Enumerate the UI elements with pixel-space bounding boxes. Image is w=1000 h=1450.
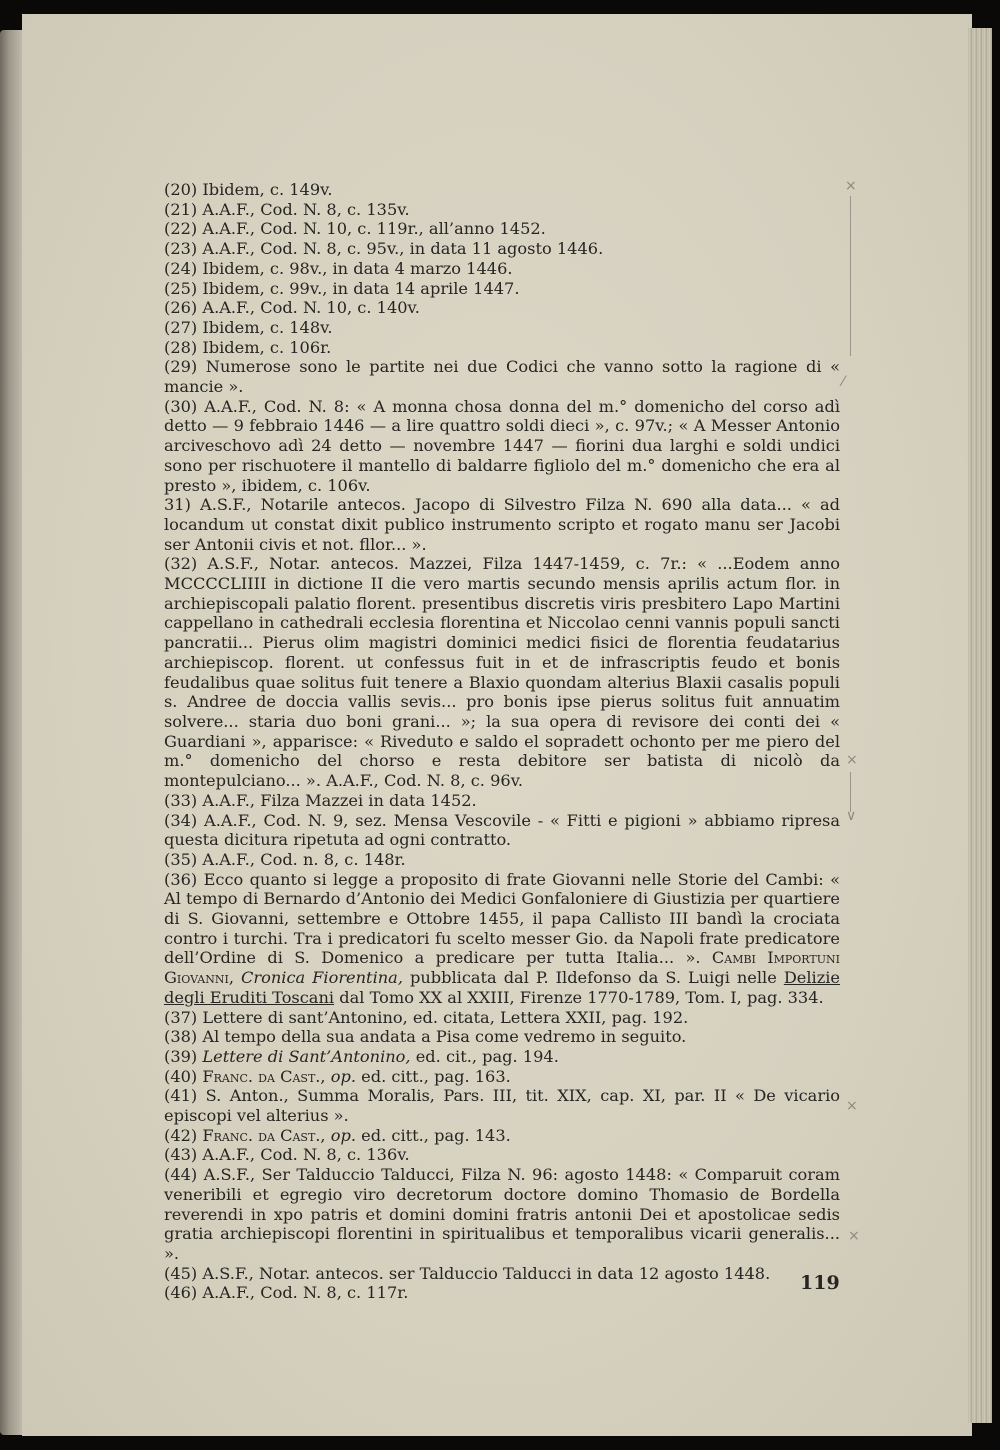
pencil-margin-line [850,196,851,356]
footnote-42-rest: ed. citt., pag. 143. [361,1125,511,1145]
footnote-34: (34) A.A.F., Cod. N. 9, sez. Mensa Vescovile - « Fitti e pigioni » abbiamo ripresa questa dicitura ripetuta ad ogni contratto. [164,810,840,850]
footnote-39-title: Lettere di Sant’Antonino, [202,1046,411,1066]
footnote-42-prefix: (42) [164,1125,198,1145]
footnote-37: (37) Lettere di sant’Antonino, ed. citata, Lettera XXII, pag. 192. [164,1007,689,1027]
footnote-30: (30) A.A.F., Cod. N. 8: « A monna chosa donna del m.° domenicho del corso adì detto — 9 febbraio 1446 — a lire quattro soldi dieci », c. 97v.; « A Messer Antonio arciveschovo adì 24 detto — novembre 1447 — fiorini dua larghi e soldi undici sono per rischuotere il mantello di baldarre figliolo del m.° domenicho che era al presto », ibidem, c. 106v. [164,396,840,495]
footnote-32: (32) A.S.F., Notar. antecos. Mazzei, Filza 1447-1459, c. 7r.: « ...Eodem anno MCCCCLIIII in dictione II die vero martis secundo mensis aprilis actum flor. in archiepiscopali palatio florent. presentibus discretis viris presbitero Lapo Martini cappellano in cathedrali ecclesia florentina et Niccolao cenni vannis populi sancti pancratii... Pierus olim magistri dominici medici fisici de florentia feudatarius archiepiscop. florent. ut confessus fuit in et de infrascriptis feudo et bonis feudalibus quae solitus fuit tenere a Blaxio quondam alterius Blaxii casalis populi s. Andree de doccia vallis sevis... pro bonis ipse pierus solitus fuit annuatim solvere... staria duo boni grani... »; la sua opera di revisore dei conti dei « Guardiani », apparisce: « Riveduto e saldo el sopradett ochonto per me piero del m.° domenicho del chorso e resta debitore ser batista di nicolò da montepulciano... ». A.A.F., Cod. N. 8, c. 96v. [164,554,840,791]
page-number: 119 [800,1272,840,1294]
footnote-45: (45) A.S.F., Notar. antecos. ser Talduccio Talducci in data 12 agosto 1448. [164,1263,771,1283]
pencil-x-mark-icon: × [845,178,857,194]
footnote-24: (24) Ibidem, c. 98v., in data 4 marzo 1446. [164,258,513,278]
footnote-36 [164,870,840,1008]
pencil-check-mark-icon: ∨ [846,808,857,824]
footnote-22: (22) A.A.F., Cod. N. 10, c. 119r., all’anno 1452. [164,219,546,239]
footnote-40-op: op. [330,1066,357,1086]
footnote-42-author: Franc. da Cast., [202,1125,326,1145]
footnote-26: (26) A.A.F., Cod. N. 10, c. 140v. [164,298,420,318]
footnote-36-author: Cambi Importuni Giovanni, [164,948,840,988]
footnote-36-text: (36) Ecco quanto si legge a proposito di frate Giovanni nelle Storie del Cambi: « Al tempo di Bernardo d’Antonio dei Medici Gonfaloniere di Giustizia per quartiere di S. Giovanni, settembre e Ottobre 1455, il papa Callisto III bandì la crociata contro i turchi. Tra i predicatori fu scelto messer Gio. da Napoli frate predicatore dell’Ordine di S. Domenico a predicare per tutta Italia... ». [164,869,840,968]
footnote-44: (44) A.S.F., Ser Talduccio Talducci, Filza N. 96: agosto 1448: « Comparuit coram veneribili et egregio viro decretorum doctore domino Thomasio de Bordella reverendi in xpo patris et domini domini fratris antonii Dei et apostolicae sedis gratia archiepiscopi florentini in spiritualibus et temporalibus vicarii generalis... ». [164,1165,840,1263]
pencil-margin-line [850,772,851,812]
footnote-31: 31) A.S.F., Notarile antecos. Jacopo di Silvestro Filza N. 690 alla data... « ad locandum ut constat dixit publico instrumento scripto et rogato manu ser Jacobi ser Antonii civis et not. fllor... ». [164,495,840,554]
footnote-35: (35) A.A.F., Cod. n. 8, c. 148r. [164,849,406,869]
footnote-36-series: Delizie degli Eruditi Toscani [164,968,841,1007]
footnote-36-mid: pubblicata dal P. Ildefonso da S. Luigi nelle [409,968,777,988]
pencil-x-mark-icon: × [846,1098,858,1114]
footnote-21: (21) A.A.F., Cod. N. 8, c. 135v. [164,199,410,219]
footnote-36-tail: dal Tomo XX al XXIII, Firenze 1770-1789, Tom. I, pag. 334. [339,987,824,1007]
footnote-46: (46) A.A.F., Cod. N. 8, c. 117r. [164,1283,409,1303]
footnote-39-prefix: (39) [164,1046,198,1066]
footnote-39-rest: ed. cit., pag. 194. [415,1046,559,1066]
pencil-x-mark-icon: × [846,752,858,768]
footnote-43: (43) A.A.F., Cod. N. 8, c. 136v. [164,1145,410,1165]
pencil-check-mark-icon: ⁄ [842,374,845,390]
footnote-27: (27) Ibidem, c. 148v. [164,317,333,337]
footnote-33: (33) A.A.F., Filza Mazzei in data 1452. [164,790,477,810]
pencil-x-mark-icon: × [848,1228,860,1244]
footnote-23: (23) A.A.F., Cod. N. 8, c. 95v., in data 11 agosto 1446. [164,239,604,259]
footnote-36-title: Cronica Fiorentina, [240,968,403,988]
footnote-20: (20) Ibidem, c. 149v. [164,180,333,199]
footnote-42 [164,1126,840,1146]
footnote-39 [164,1047,840,1067]
page-edges [968,28,992,1423]
footnote-41: (41) S. Anton., Summa Moralis, Pars. III, tit. XIX, cap. XI, par. II « De vicario episcopi vel alterius ». [164,1086,840,1126]
footnote-40-rest: ed. citt., pag. 163. [361,1066,511,1086]
footnote-40-prefix: (40) [164,1066,198,1086]
footnote-25: (25) Ibidem, c. 99v., in data 14 aprile 1447. [164,278,520,298]
footnote-42-op: op. [330,1125,357,1145]
footnotes [164,180,840,1303]
footnote-29: (29) Numerose sono le partite nei due Codici che vanno sotto la ragione di « mancie ». [164,357,840,397]
footnote-28: (28) Ibidem, c. 106r. [164,337,332,357]
footnote-38: (38) Al tempo della sua andata a Pisa come vedremo in seguito. [164,1027,687,1047]
footnote-40 [164,1067,840,1087]
footnote-40-author: Franc. da Cast., [202,1066,326,1086]
